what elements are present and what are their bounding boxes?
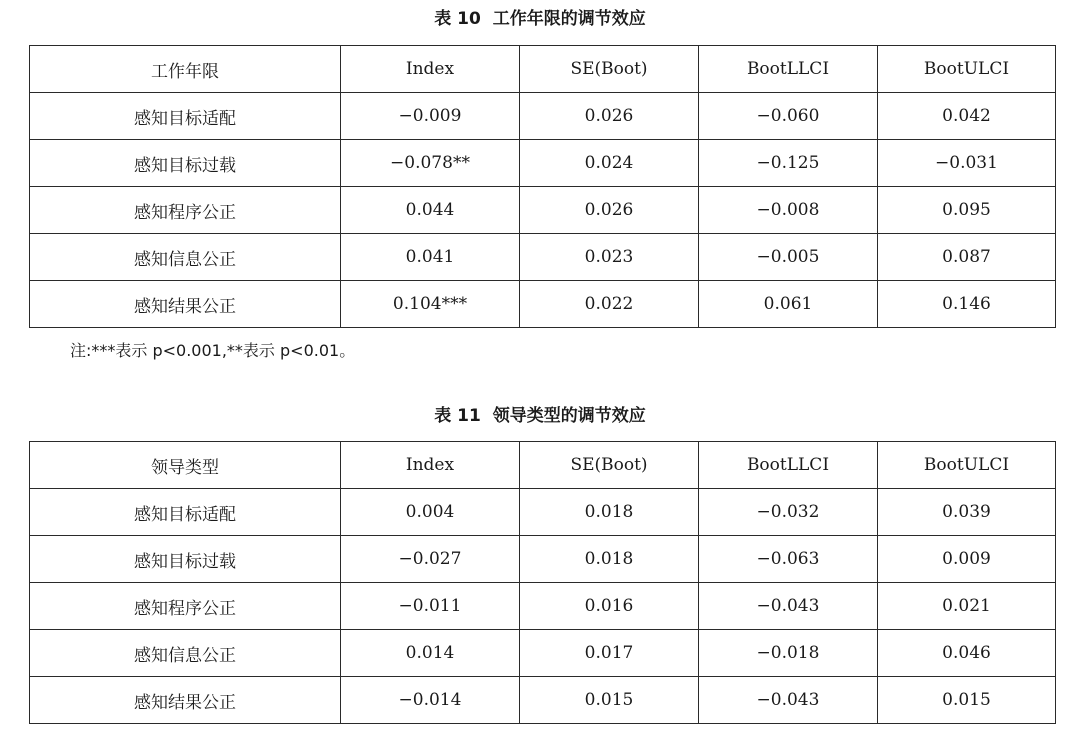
table-10: [29, 45, 1056, 328]
table-cell: 0.026: [520, 187, 699, 234]
table-cell: 0.017: [520, 630, 699, 677]
table-cell: −0.043: [699, 583, 878, 630]
table-cell: −0.043: [699, 677, 878, 724]
table-cell: −0.027: [341, 536, 520, 583]
table-cell: 0.004: [341, 489, 520, 536]
table-cell: −0.063: [699, 536, 878, 583]
table-cell: 0.087: [878, 234, 1056, 281]
table-cell: −0.011: [341, 583, 520, 630]
table-row: [30, 187, 1056, 234]
table-cell: 0.061: [699, 281, 878, 328]
table-cell: −0.005: [699, 234, 878, 281]
table-cell: 0.095: [878, 187, 1056, 234]
table-11: [29, 441, 1056, 724]
table-header-row: [30, 442, 1056, 489]
header-cell: SE(Boot): [520, 442, 699, 489]
row-label: 感知信息公正: [30, 234, 341, 281]
table-cell: 0.044: [341, 187, 520, 234]
table-cell: −0.078**: [341, 140, 520, 187]
table-row: [30, 630, 1056, 677]
header-cell: BootULCI: [878, 46, 1056, 93]
row-label: 感知结果公正: [30, 677, 341, 724]
table-note: 注:***表示 p<0.001,**表示 p<0.01。: [70, 341, 356, 360]
header-cell: Index: [341, 442, 520, 489]
table-row: [30, 677, 1056, 724]
table-row: [30, 583, 1056, 630]
table-cell: 0.024: [520, 140, 699, 187]
row-label: 感知目标过载: [30, 140, 341, 187]
table-cell: −0.125: [699, 140, 878, 187]
table-cell: 0.041: [341, 234, 520, 281]
table-cell: 0.018: [520, 489, 699, 536]
table-cell: 0.039: [878, 489, 1056, 536]
table-10-caption-title: 工作年限的调节效应: [492, 9, 646, 29]
table-row: [30, 234, 1056, 281]
table-cell: −0.008: [699, 187, 878, 234]
table-cell: 0.009: [878, 536, 1056, 583]
row-label: 感知目标适配: [30, 489, 341, 536]
row-label: 感知程序公正: [30, 583, 341, 630]
table-cell: 0.016: [520, 583, 699, 630]
table-cell: 0.021: [878, 583, 1056, 630]
table-10-caption-number: 表 10: [434, 9, 481, 29]
table-11-caption: [0, 405, 1080, 427]
header-cell: BootLLCI: [699, 46, 878, 93]
table-11-caption-title: 领导类型的调节效应: [492, 406, 646, 426]
table-header-row: [30, 46, 1056, 93]
table-row: [30, 489, 1056, 536]
table-cell: 0.015: [520, 677, 699, 724]
table-cell: −0.060: [699, 93, 878, 140]
table-row: [30, 140, 1056, 187]
header-cell: 工作年限: [30, 46, 341, 93]
table-row: [30, 93, 1056, 140]
header-cell: SE(Boot): [520, 46, 699, 93]
row-label: 感知程序公正: [30, 187, 341, 234]
table-cell: 0.014: [341, 630, 520, 677]
table-cell: −0.031: [878, 140, 1056, 187]
row-label: 感知结果公正: [30, 281, 341, 328]
header-cell: BootLLCI: [699, 442, 878, 489]
table-cell: 0.104***: [341, 281, 520, 328]
header-cell: Index: [341, 46, 520, 93]
table-cell: −0.018: [699, 630, 878, 677]
table-10-caption: [0, 8, 1080, 30]
header-cell: BootULCI: [878, 442, 1056, 489]
table-row: [30, 536, 1056, 583]
table-cell: 0.146: [878, 281, 1056, 328]
table-cell: 0.042: [878, 93, 1056, 140]
table-cell: 0.022: [520, 281, 699, 328]
table-cell: 0.026: [520, 93, 699, 140]
table-cell: 0.023: [520, 234, 699, 281]
table-11-caption-number: 表 11: [434, 406, 481, 426]
row-label: 感知目标过载: [30, 536, 341, 583]
table-cell: 0.015: [878, 677, 1056, 724]
table-cell: −0.014: [341, 677, 520, 724]
row-label: 感知目标适配: [30, 93, 341, 140]
row-label: 感知信息公正: [30, 630, 341, 677]
table-cell: −0.009: [341, 93, 520, 140]
table-cell: 0.046: [878, 630, 1056, 677]
table-cell: −0.032: [699, 489, 878, 536]
header-cell: 领导类型: [30, 442, 341, 489]
table-row: [30, 281, 1056, 328]
table-cell: 0.018: [520, 536, 699, 583]
